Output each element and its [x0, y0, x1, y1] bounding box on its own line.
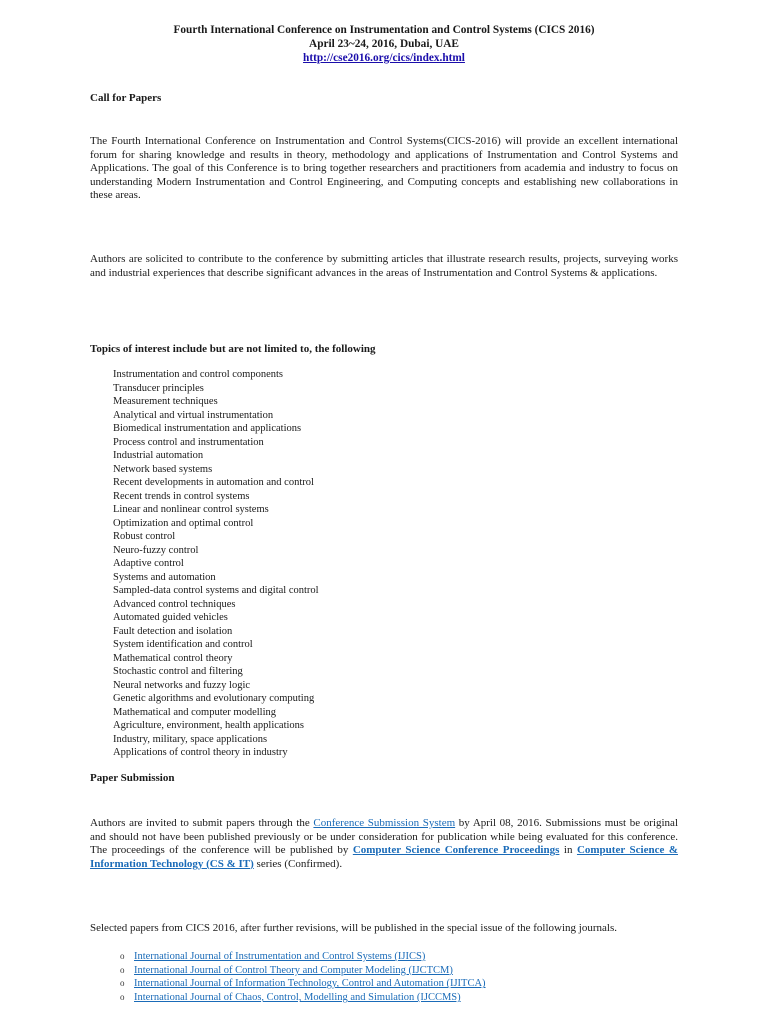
topic-item: Mathematical control theory [113, 652, 233, 664]
topic-item: Linear and nonlinear control systems [113, 504, 269, 515]
topics-list [113, 368, 319, 760]
topics-heading: Topics of interest include but are not limited to, the following [90, 343, 376, 355]
topic-item: Neural networks and fuzzy logic [113, 679, 251, 691]
topic-item: Advanced control techniques [113, 598, 236, 610]
authors-paragraph: Authors are solicited to contribute to the conference by submitting articles that illustrate research results, projects, surveying works and industrial experiences that describe significant advances in the areas of Instrumentation and Control Systems & applications. [90, 253, 678, 279]
topic-item: Robust control [113, 531, 176, 542]
topic-item: Fault detection and isolation [113, 625, 233, 637]
journal-item [120, 977, 486, 991]
call-for-papers-heading: Call for Papers [90, 92, 162, 104]
journal-link[interactable]: International Journal of Instrumentation and Control Systems (IJICS) [134, 951, 426, 962]
conference-header [90, 23, 678, 65]
topic-item: Industry, military, space applications [113, 733, 268, 745]
topic-item: Industrial automation [113, 450, 204, 461]
topic-item: Biomedical instrumentation and applications [113, 423, 302, 434]
topic-item: Systems and automation [113, 571, 216, 583]
journals-list [120, 950, 486, 1005]
submission-text: series (Confirmed). [253, 857, 343, 870]
journal-link[interactable]: International Journal of Information Technology, Control and Automation (IJITCA) [134, 978, 486, 990]
topic-item: Adaptive control [113, 558, 184, 569]
topic-item: Agriculture, environment, health applications [113, 720, 304, 731]
topic-item: Optimization and optimal control [113, 517, 254, 529]
topic-item: Transducer principles [113, 382, 204, 394]
circle-bullet-icon: o [120, 964, 125, 975]
journal-link[interactable]: International Journal of Chaos, Control, Modelling and Simulation (IJCCMS) [134, 992, 461, 1004]
topic-item: Mathematical and computer modelling [113, 706, 276, 718]
conference-submission-system-link[interactable]: Conference Submission System [313, 817, 456, 829]
selected-papers-paragraph: Selected papers from CICS 2016, after further revisions, will be published in the special issue of the following journals. [90, 922, 617, 934]
conference-title: Fourth International Conference on Instrumentation and Control Systems (CICS 2016) [173, 24, 595, 36]
topic-item: Analytical and virtual instrumentation [113, 409, 274, 421]
paper-submission-heading: Paper Submission [90, 772, 175, 784]
circle-bullet-icon: o [120, 978, 125, 989]
proceedings-link[interactable]: Computer Science Conference Proceedings [352, 844, 560, 857]
submission-paragraph [90, 817, 678, 871]
topic-item: Stochastic control and filtering [113, 666, 243, 677]
submission-text: Authors are invited to submit papers through the [90, 817, 314, 829]
circle-bullet-icon: o [120, 951, 125, 961]
topic-item: Neuro-fuzzy control [113, 544, 199, 556]
topic-item: Recent trends in control systems [113, 490, 250, 502]
conference-url-link[interactable]: http://cse2016.org/cics/index.html [303, 52, 465, 64]
conference-date-location: April 23~24, 2016, Dubai, UAE [309, 38, 459, 50]
topic-item: System identification and control [113, 639, 253, 650]
submission-text: by April 08, 2016. Submissions must be original and should not have been published previously or be under consideration for publication while being evaluated for this conference. The proceedings of the conference will be published by [90, 817, 678, 857]
topic-item: Network based systems [113, 463, 213, 475]
topic-item: Instrumentation and control components [113, 369, 284, 380]
submission-text: in [559, 844, 577, 857]
journal-item [120, 950, 486, 964]
journal-item [120, 964, 486, 978]
journal-item [120, 991, 486, 1005]
intro-paragraph: The Fourth International Conference on Instrumentation and Control Systems(CICS-2016) will provide an excellent international forum for sharing knowledge and results in theory, methodology and applications of Instrumentation and Control Systems and Applications. The goal of this Conference is to bring together researchers and practitioners from academia and industry to focus on understanding Modern Instrumentation and Control Engineering, and Computing concepts and establishing new collaborations in these areas. [90, 135, 678, 202]
topic-item: Process control and instrumentation [113, 436, 264, 448]
circle-bullet-icon: o [120, 992, 125, 1003]
topic-item: Applications of control theory in industry [113, 747, 288, 758]
topic-item: Automated guided vehicles [113, 612, 228, 623]
topic-item: Recent developments in automation and control [113, 477, 314, 488]
journal-link[interactable]: International Journal of Control Theory and Computer Modeling (IJCTCM) [134, 964, 453, 976]
topic-item: Genetic algorithms and evolutionary computing [113, 693, 315, 704]
topic-item: Sampled-data control systems and digital control [113, 585, 319, 596]
topic-item: Measurement techniques [113, 396, 218, 407]
csit-series-link[interactable]: Computer Science & Information Technology (CS & IT) [90, 844, 679, 870]
